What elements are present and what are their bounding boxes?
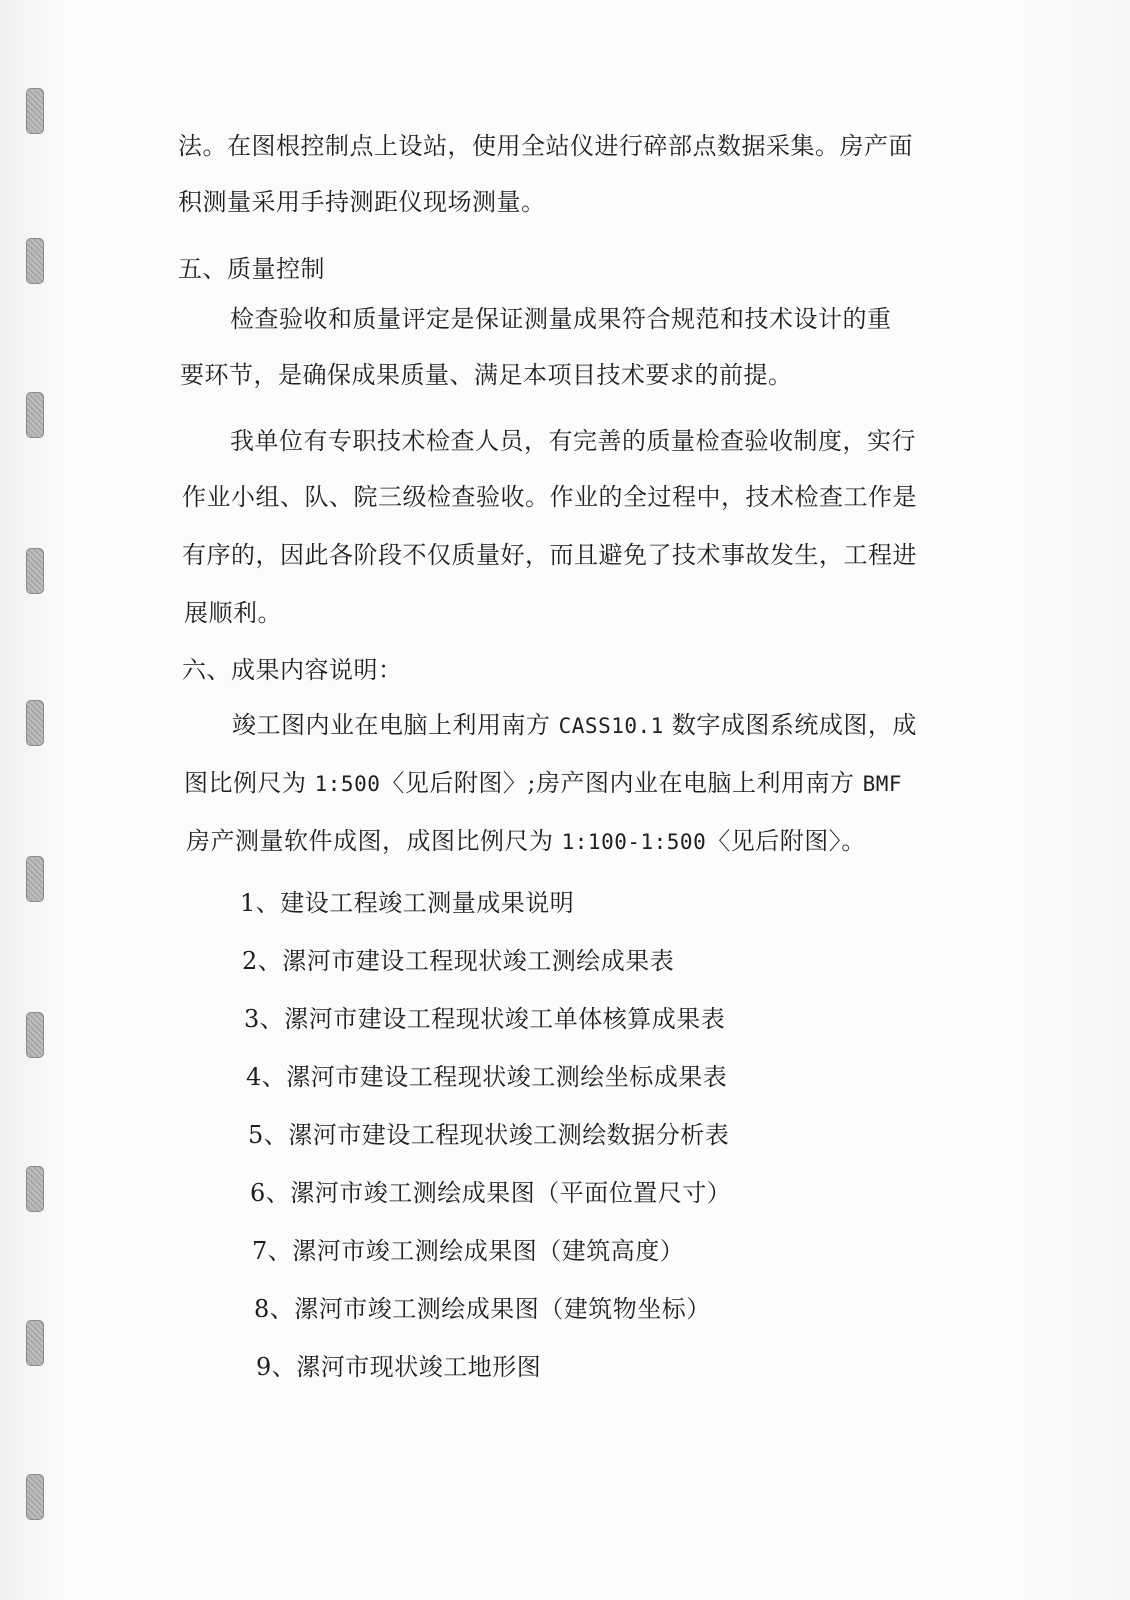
paragraph-line bbox=[186, 826, 866, 857]
software-name: CASS10.1 bbox=[558, 714, 664, 738]
paragraph-line: 作业小组、队、院三级检查验收。作业的全过程中，技术检查工作是 bbox=[182, 483, 917, 511]
paragraph-line: 有序的，因此各阶段不仅质量好，而且避免了技术事故发生，工程进 bbox=[182, 541, 917, 569]
paragraph-line: 法。在图根控制点上设站，使用全站仪进行碎部点数据采集。房产面 bbox=[178, 132, 913, 160]
section-heading-results: 六、成果内容说明： bbox=[182, 656, 403, 684]
list-item: 2、漯河市建设工程现状竣工测绘成果表 bbox=[242, 947, 675, 975]
text-run: 竣工图内业在电脑上利用南方 bbox=[232, 711, 559, 739]
paragraph-line: 展顺利。 bbox=[184, 599, 282, 627]
paragraph-line bbox=[184, 768, 902, 799]
text-run: 图比例尺为 bbox=[184, 769, 315, 797]
binding-hole bbox=[26, 856, 44, 902]
scale-value: 1:500 bbox=[314, 772, 381, 796]
paragraph-line: 检查验收和质量评定是保证测量成果符合规范和技术设计的重 bbox=[230, 305, 892, 333]
text-run: 房产测量软件成图，成图比例尺为 bbox=[186, 827, 562, 855]
text-run: 〈见后附图〉;房产图内业在电脑上利用南方 bbox=[380, 769, 863, 797]
binding-hole bbox=[26, 1012, 44, 1058]
list-item: 8、漯河市竣工测绘成果图（建筑物坐标） bbox=[254, 1295, 711, 1323]
list-item: 9、漯河市现状竣工地形图 bbox=[256, 1353, 542, 1381]
binding-hole bbox=[26, 1474, 44, 1520]
scale-value: 1:100-1:500 bbox=[561, 830, 707, 854]
paragraph-line: 我单位有专职技术检查人员，有完善的质量检查验收制度，实行 bbox=[230, 427, 916, 455]
list-item: 1、建设工程竣工测量成果说明 bbox=[240, 889, 575, 917]
section-heading-quality-control: 五、质量控制 bbox=[178, 255, 325, 283]
binding-hole bbox=[26, 88, 44, 134]
paragraph-line: 要环节，是确保成果质量、满足本项目技术要求的前提。 bbox=[180, 361, 793, 389]
binding-hole bbox=[26, 392, 44, 438]
list-item: 5、漯河市建设工程现状竣工测绘数据分析表 bbox=[248, 1121, 730, 1149]
text-run: 数字成图系统成图，成 bbox=[663, 711, 917, 739]
list-item: 7、漯河市竣工测绘成果图（建筑高度） bbox=[252, 1237, 685, 1265]
text-run: 〈见后附图〉。 bbox=[706, 827, 866, 855]
list-item: 6、漯河市竣工测绘成果图（平面位置尺寸） bbox=[250, 1179, 732, 1207]
paragraph-line: 积测量采用手持测距仪现场测量。 bbox=[178, 188, 546, 216]
list-item: 4、漯河市建设工程现状竣工测绘坐标成果表 bbox=[246, 1063, 728, 1091]
software-name: BMF bbox=[862, 772, 903, 796]
binding-hole bbox=[26, 548, 44, 594]
paragraph-line bbox=[232, 710, 917, 741]
binding-hole bbox=[26, 700, 44, 746]
binding-hole bbox=[26, 238, 44, 284]
binding-hole bbox=[26, 1320, 44, 1366]
binding-hole bbox=[26, 1166, 44, 1212]
list-item: 3、漯河市建设工程现状竣工单体核算成果表 bbox=[244, 1005, 726, 1033]
